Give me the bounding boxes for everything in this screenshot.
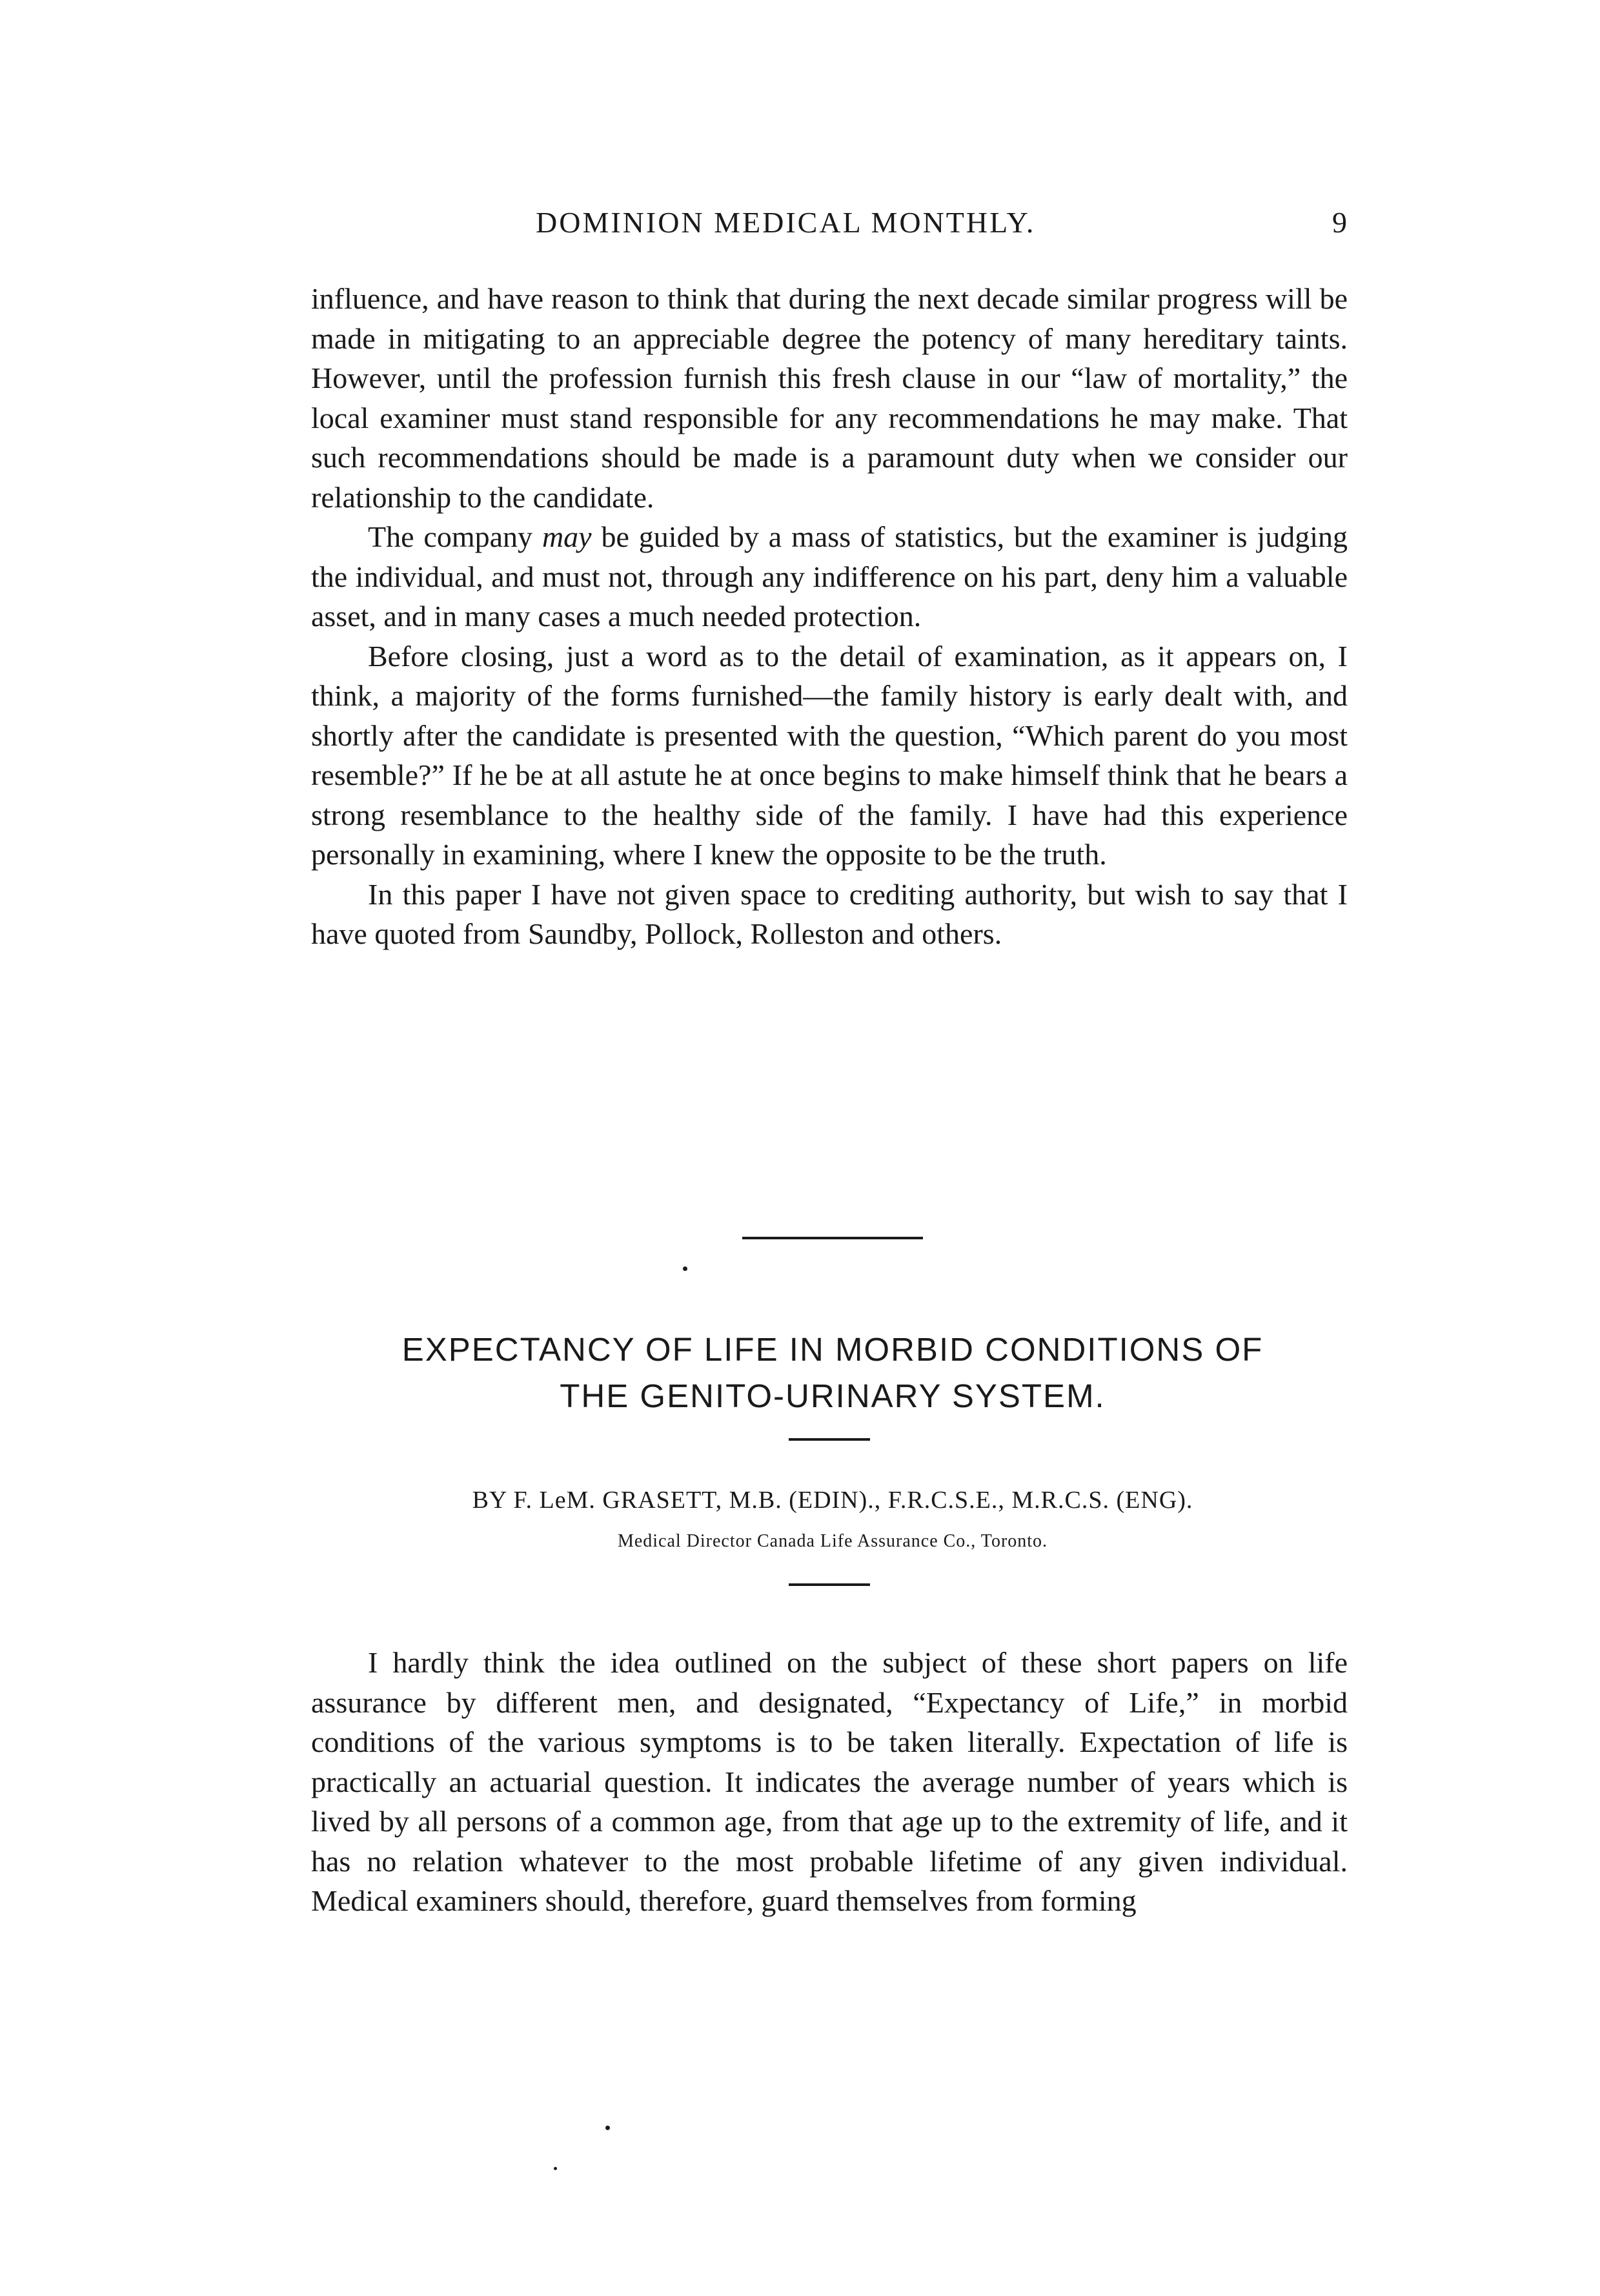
article-title-line: THE GENITO-URINARY SYSTEM. <box>560 1377 1106 1414</box>
title-rule <box>789 1438 870 1441</box>
byline-rule <box>789 1583 870 1586</box>
journal-title: DOMINION MEDICAL MONTHLY. <box>536 206 1036 239</box>
stray-mark <box>605 2126 610 2130</box>
text-run: The company <box>368 520 542 553</box>
paragraph: In this paper I have not given space to crediting authority, but wish to say that I have quoted from Saundby, Pollock, Rolleston and others. <box>311 877 1348 950</box>
author-byline: BY F. LeM. GRASETT, M.B. (EDIN)., F.R.C.S.E., M.R.C.S. (ENG). <box>472 1487 1193 1514</box>
article-body <box>311 1643 1348 1921</box>
article-title-line: EXPECTANCY OF LIFE IN MORBID CONDITIONS OF <box>401 1331 1264 1368</box>
text-run: be guided by a mass of statistics, but the examiner is judging the individual, and must not, through any indifference on his part, deny him a valuable asset, and in many cases a much needed protection. <box>311 520 1348 633</box>
paragraph <box>311 517 1348 636</box>
author-affiliation: Medical Director Canada Life Assurance Co., Toronto. <box>617 1531 1048 1551</box>
emphasis: may <box>542 520 592 553</box>
paragraph: I hardly think the idea outlined on the subject of these short papers on life assurance by different men, and designated, “Expectancy of Life,” in morbid conditions of the various symptoms is to be taken literally. Expectation of life is practically an actuarial question. It indicates the average number of years which is lived by all persons of a common age, from that age up to the extremity of life, and it has no relation whatever to the most probable lifetime of any given individual. Medical examiners should, therefore, guard themselves from forming <box>311 1646 1348 1917</box>
stray-mark <box>683 1266 687 1271</box>
paragraph: influence, and have reason to think that during the next decade similar progress will be made in mitigating to an appreciable degree the potency of many hereditary taints. However, until the profession furnish this fresh clause in our “law of mortality,” the local examiner must stand responsible for any recommendations he may make. That such recommendations should be made is a paramount duty when we consider our relationship to the candidate. <box>311 282 1348 514</box>
section-divider-rule <box>742 1237 923 1239</box>
article-title <box>284 1326 1381 1419</box>
stray-mark <box>554 2167 557 2170</box>
page-number: 9 <box>1332 206 1349 239</box>
previous-article-body <box>311 279 1348 954</box>
paragraph: Before closing, just a word as to the detail of examination, as it appears on, I think, a majority of the forms furnished—the family history is early dealt with, and shortly after the candidate is presented with the question, “Which parent do you most resemble?” If he be at all astute he at once begins to make himself think that he bears a strong resemblance to the healthy side of the family. I have had this experience personally in examining, where I knew the opposite to be the truth. <box>311 639 1348 871</box>
